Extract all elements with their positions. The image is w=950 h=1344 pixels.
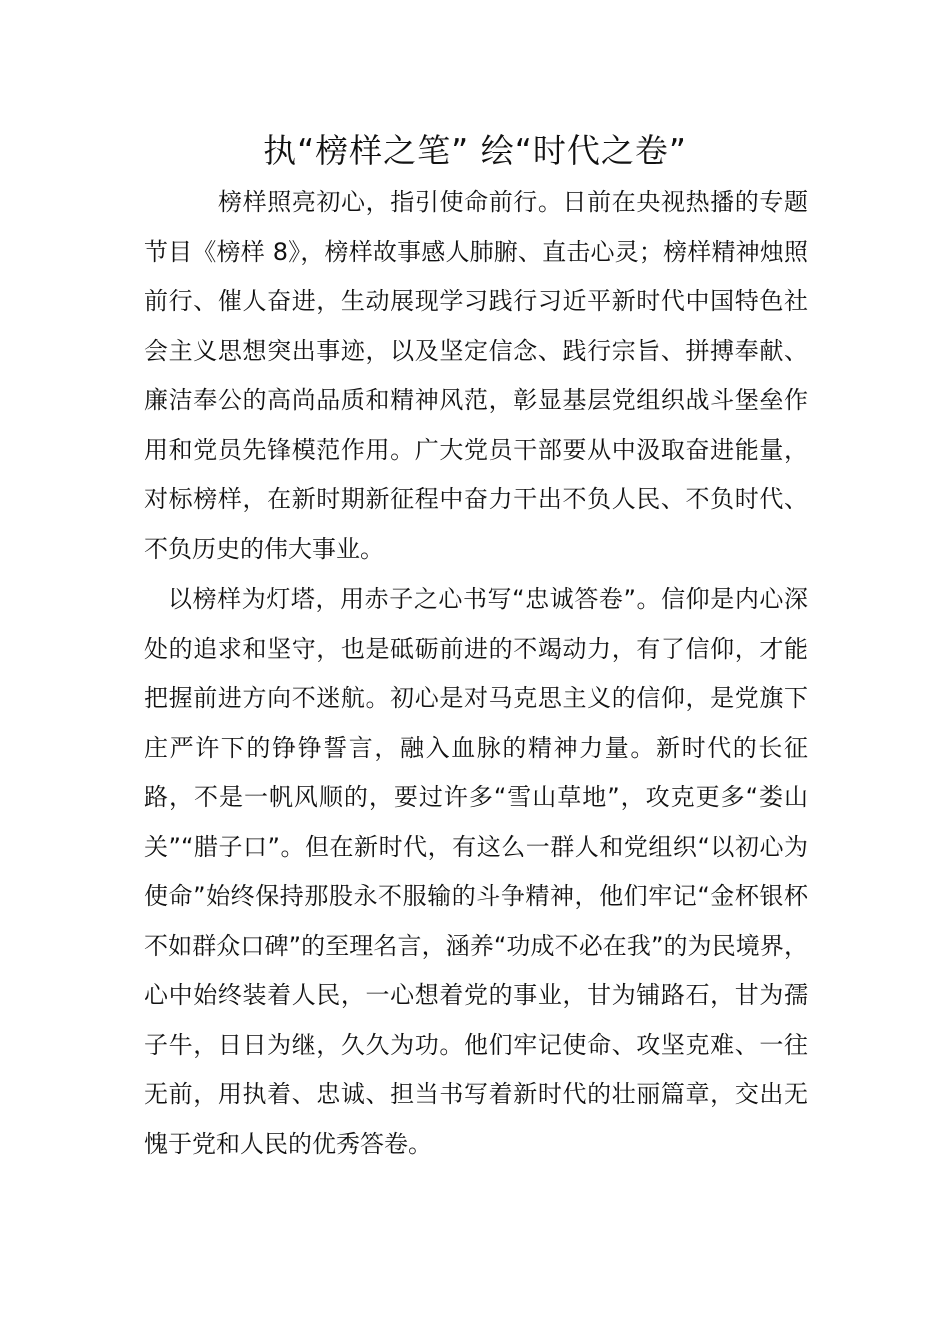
paragraph-lighthouse: 以榜样为灯塔，用赤子之心书写“忠诚答卷”。信仰是内心深处的追求和坚守，也是砥砺前进的不竭动力，有了信仰，才能把握前进方向不迷航。初心是对马克思主义的信仰，是党旗下庄严许下的铮铮誓言，融入血脉的精神力量。新时代的长征路，不是一帆风顺的，要过许多“雪山草地”，攻克更多“娄山关”“腊子口”。但在新时代，有这么一群人和党组织“以初心为使命”始终保持那股永不服输的斗争精神，他们牢记“金杯银杯不如群众口碑”的至理名言，涵养“功成不必在我”的为民境界，心中始终装着人民，一心想着党的事业，甘为铺路石，甘为孺子牛，日日为继，久久为功。他们牢记使命、攻坚克难、一往无前，用执着、忠诚、担当书写着新时代的壮丽篇章，交出无愧于党和人民的优秀答卷。: [144, 585, 808, 1158]
paragraph-intro: 榜样照亮初心，指引使命前行。日前在央视热播的专题节目《榜样 8》，榜样故事感人肺腑、直击心灵；榜样精神烛照前行、催人奋进，生动展现学习践行习近平新时代中国特色社会主义思想突出事迹，以及坚定信念、践行宗旨、拼搏奉献、廉洁奉公的高尚品质和精神风范，彰显基层党组织战斗堡垒作用和党员先锋模范作用。广大党员干部要从中汲取奋进能量，对标榜样，在新时期新征程中奋力干出不负人民、不负时代、不负历史的伟大事业。: [144, 188, 808, 563]
document-title: 执“榜样之笔” 绘“时代之卷”: [263, 131, 687, 170]
